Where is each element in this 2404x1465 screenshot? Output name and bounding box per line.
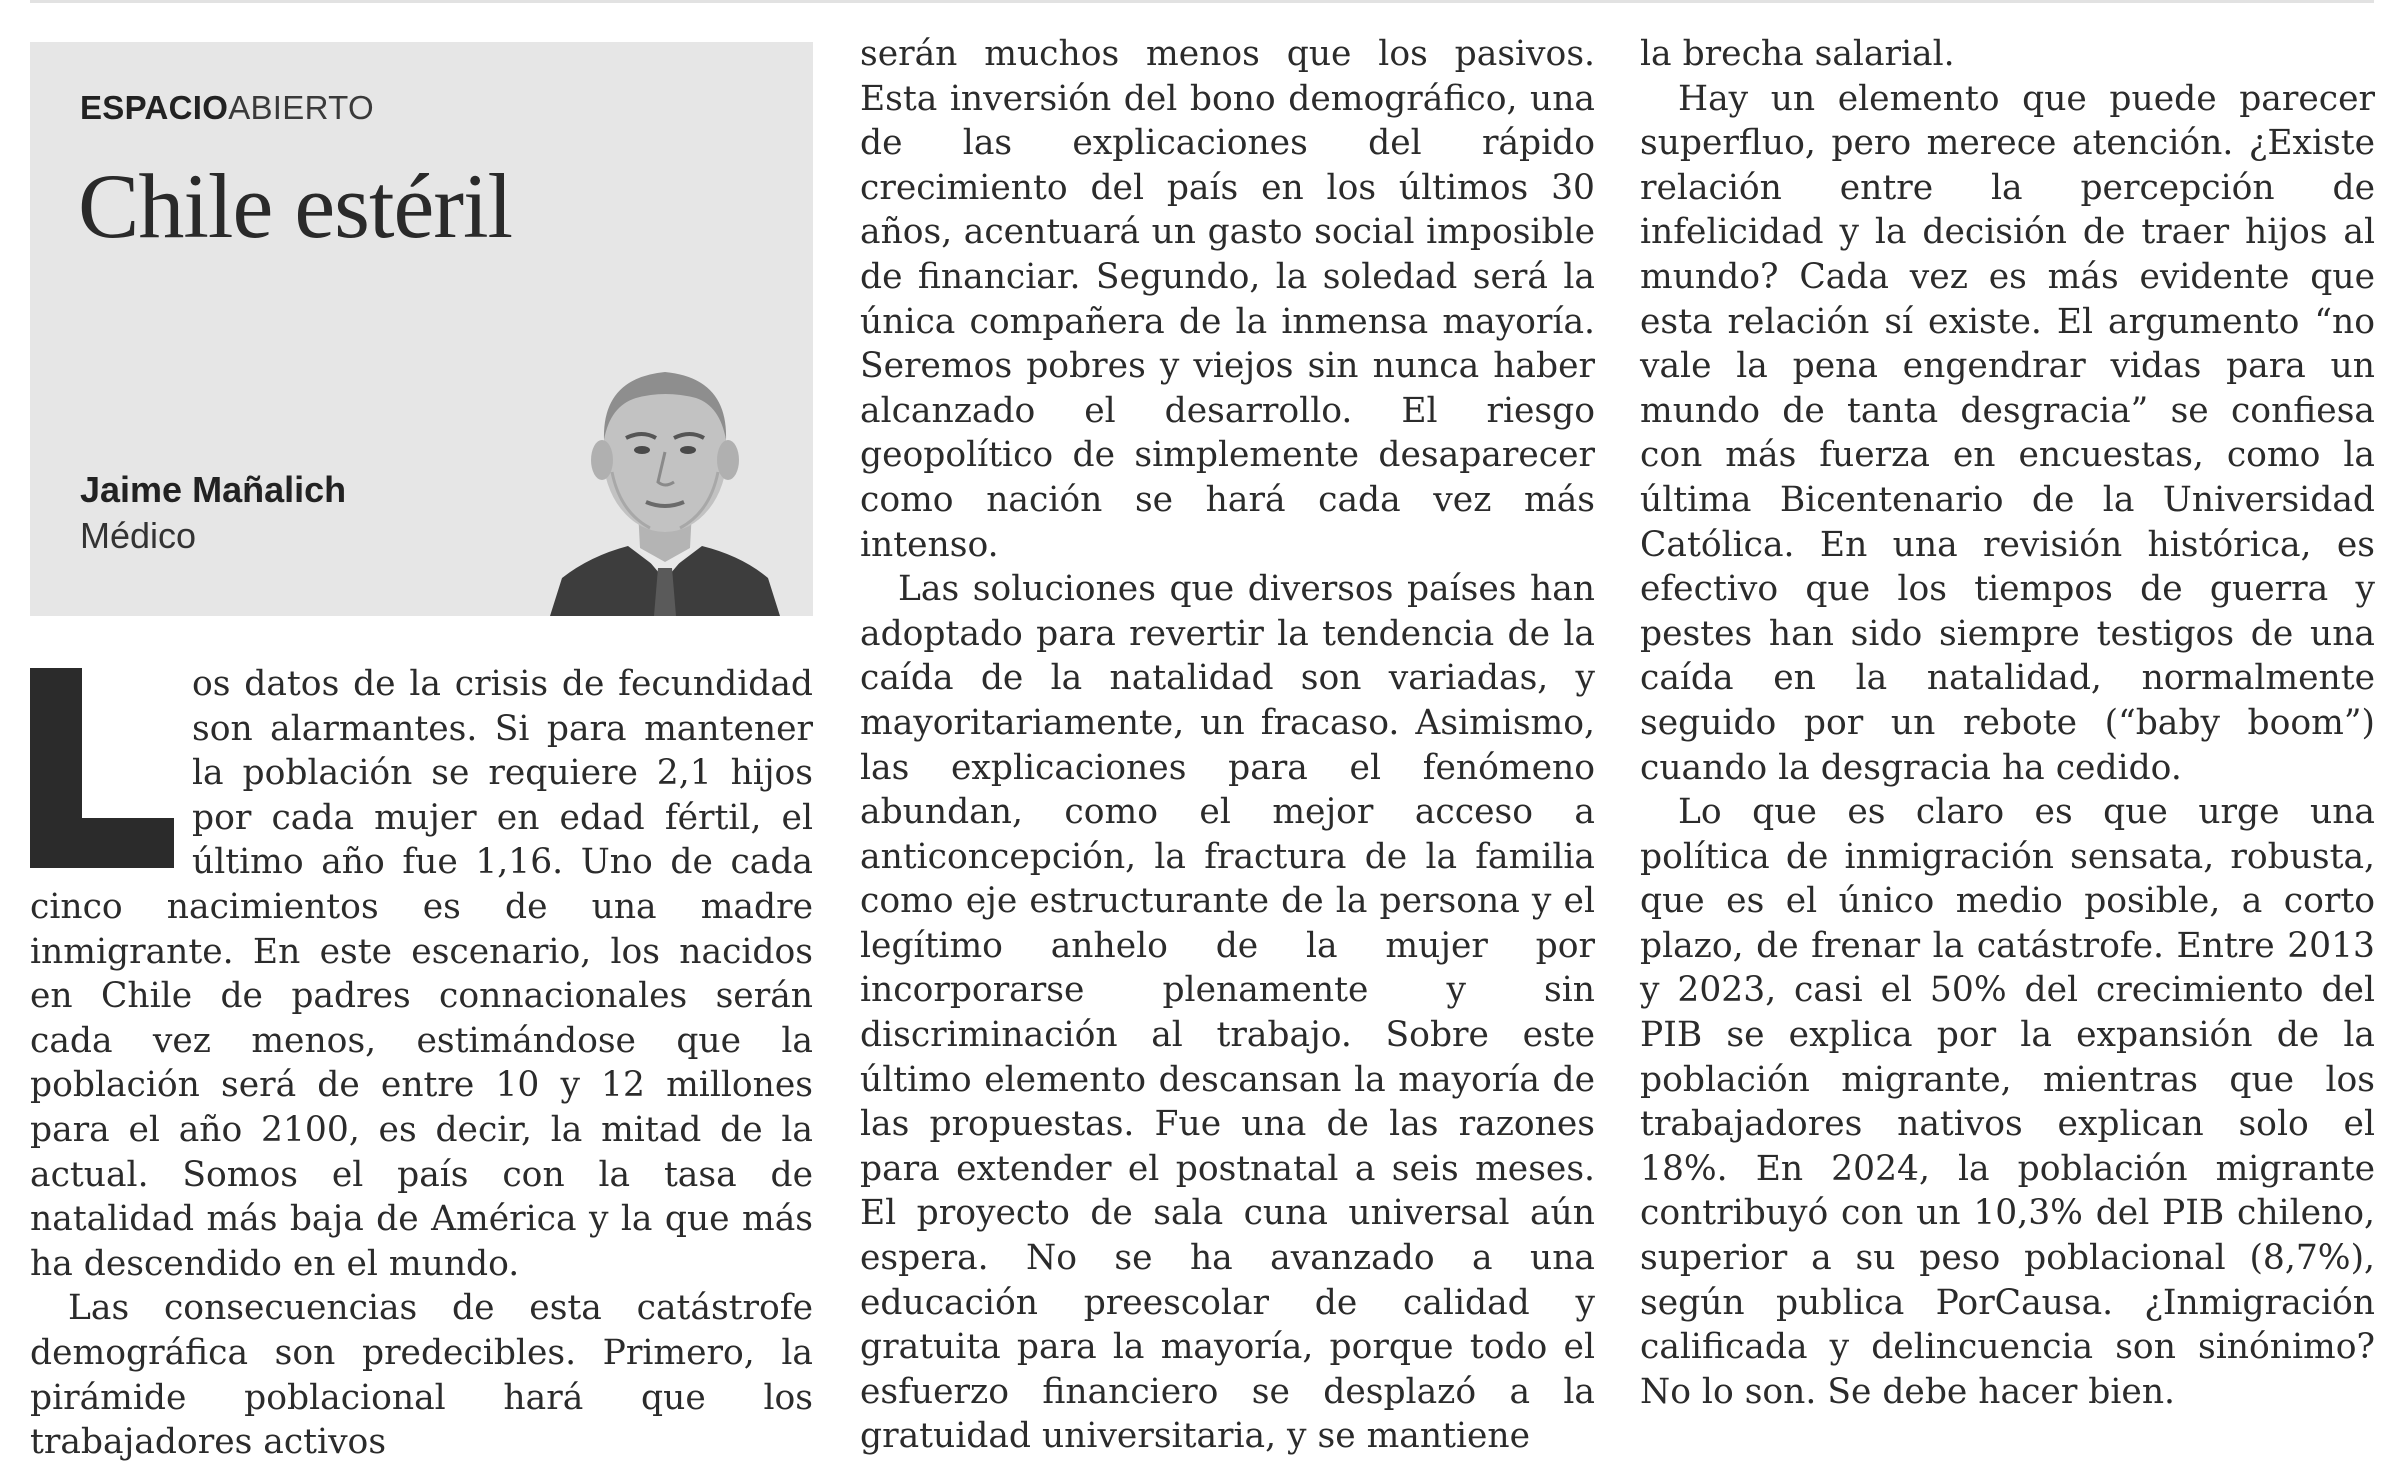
article-headline: Chile estéril bbox=[78, 155, 513, 257]
column-1 bbox=[30, 0, 813, 1465]
drop-cap bbox=[30, 668, 174, 868]
column-1-text bbox=[30, 662, 813, 1465]
section-kicker bbox=[80, 86, 374, 131]
kicker-bold: ESPACIO bbox=[80, 89, 229, 126]
paragraph-3: Las soluciones que diversos países han adoptado para revertir la tendencia de la caída de la natalidad son variadas, y mayoritariamente, un fracaso. Asimismo, las explicaciones para el fenómeno abundan, como el mejor acceso a anticoncepción, la fractura de la familia como eje estructurante de la persona y el legítimo anhelo de la mujer por incorporarse plenamente y sin discriminación al trabajo. Sobre este último elemento descansan la mayoría de las propuestas. Fue una de las razones para extender el postnatal a seis meses. El proyecto de sala cuna universal aún espera. No se ha avanzado a una educación preescolar de calidad y gratuita para la mayoría, porque todo el esfuerzo financiero se desplazó a la gratuidad universitaria, y se mantiene bbox=[860, 569, 1595, 1457]
paragraph-3-continued: la brecha salarial. bbox=[1640, 34, 1955, 74]
kicker-light: ABIERTO bbox=[228, 89, 374, 126]
paragraph-2-start: Las consecuencias de esta catástrofe demográfica son predecibles. Primero, la pirámide poblacional hará que los trabajadores activos bbox=[30, 1288, 813, 1463]
paragraph-4: Hay un elemento que puede parecer superfluo, pero merece atención. ¿Existe relación entre la percepción de infelicidad y la decisión de traer hijos al mundo? Cada vez es más evidente que esta relación sí existe. El argumento “no vale la pena engendrar vidas para un mundo de tanta desgracia” se confiesa con más fuerza en encuestas, como la última Bicentenario de la Universidad Católica. En una revisión histórica, es efectivo que los tiempos de guerra y pestes han sido siempre testigos de una caída en la natalidad, normalmente seguido por un rebote (“baby boom”) cuando la desgracia ha cedido. bbox=[1640, 78, 2375, 788]
paragraph-1-text: os datos de la crisis de fecundidad son alarmantes. Si para mantener la población se requiere 2,1 hijos por cada mujer en edad fértil, el último año fue 1,16. Uno de cada cinco nacimientos es de una madre inmigrante. En este escenario, los nacidos en Chile de padres connacionales serán cada vez menos, estimándose que la población será de entre 10 y 12 millones para el año 2100, es decir, la mitad de la actual. Somos el país con la tasa de natalidad más baja de América y la que más ha descendido en el mundo. bbox=[30, 664, 813, 1284]
column-2 bbox=[860, 32, 1595, 1459]
paragraph-2-continued: serán muchos menos que los pasivos. Esta inversión del bono demográfico, una de las explicaciones del rápido crecimiento del país en los últimos 30 años, acentuará un gasto social imposible de financiar. Segundo, la soledad será la única compañera de la inmensa mayoría. Seremos pobres y viejos sin nunca haber alcanzado el desarrollo. El riesgo geopolítico de simplemente desaparecer como nación se hará cada vez más intenso. bbox=[860, 34, 1595, 565]
paragraph-5: Lo que es claro es que urge una política de inmigración sensata, robusta, que es el único medio posible, a corto plazo, de frenar la catástrofe. Entre 2013 y 2023, casi el 50% del crecimiento del PIB se explica por la expansión de la población migrante, mientras que los trabajadores nativos explican solo el 18%. En 2024, la población migrante contribuyó con un 10,3% del PIB chileno, superior a su peso poblacional (8,7%), según publica PorCausa. ¿Inmigración calificada y delincuencia son sinónimo? No lo son. Se debe hacer bien. bbox=[1640, 792, 2375, 1412]
author-role: Médico bbox=[80, 515, 197, 556]
paragraph-1 bbox=[30, 662, 813, 1286]
author-portrait bbox=[550, 342, 780, 616]
column-3 bbox=[1640, 32, 2375, 1414]
opinion-header bbox=[30, 42, 813, 616]
author-name: Jaime Mañalich bbox=[80, 469, 347, 510]
